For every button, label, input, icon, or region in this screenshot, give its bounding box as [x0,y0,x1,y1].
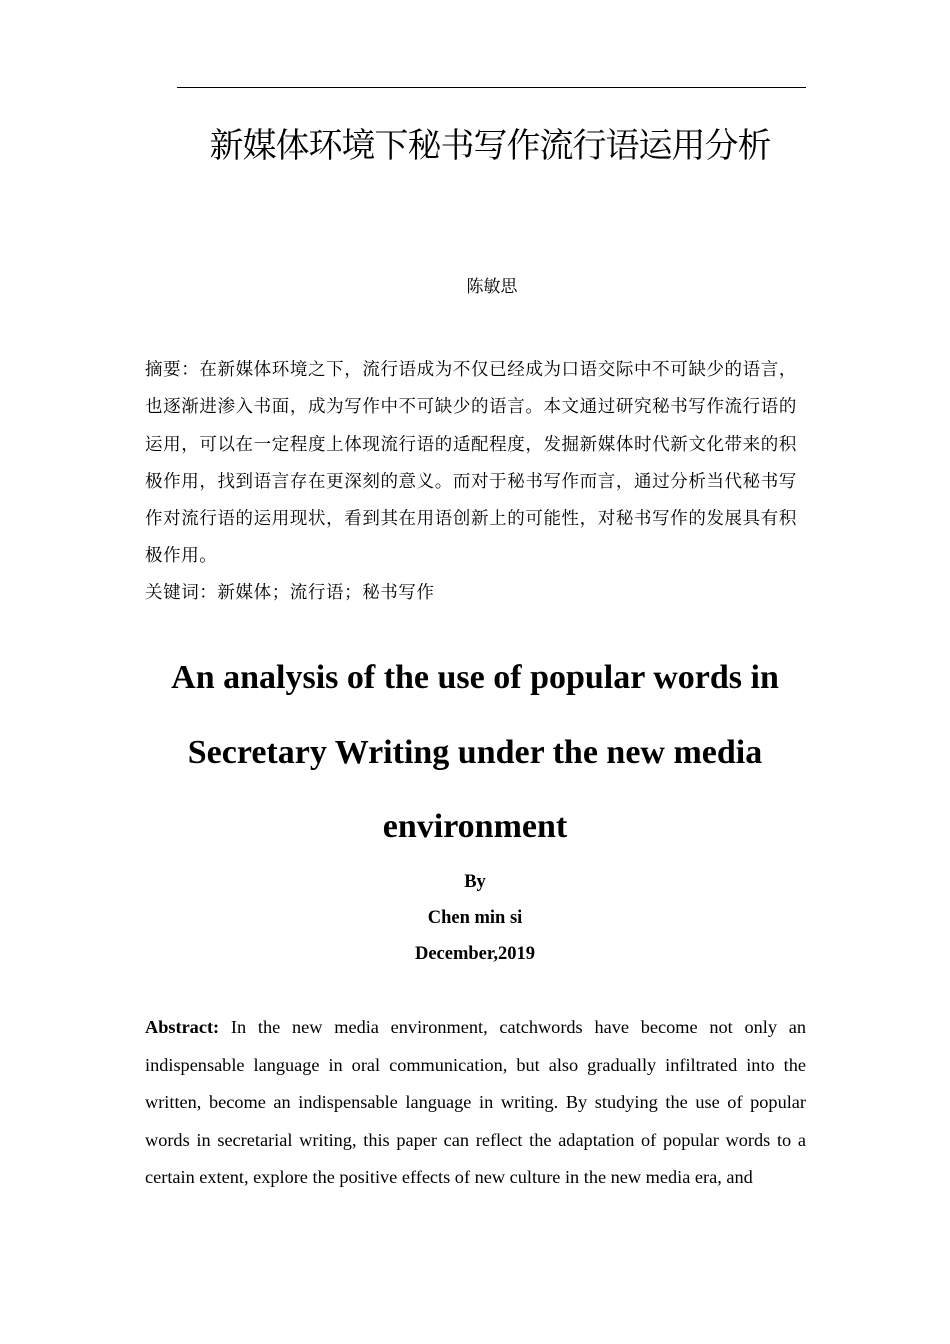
chinese-keywords-text: 新媒体；流行语；秘书写作 [217,583,435,603]
english-author: Chen min si [427,908,523,928]
chinese-abstract-label: 摘要： [145,360,200,380]
chinese-keywords [145,575,797,612]
chinese-author: 陈敏思 [466,277,518,297]
english-abstract-text: In the new media environment, catchwords have become not only an indispensable language in oral communication, but also gradually infiltrated into the written, become an indispensable language in writing. By studying the use of popular words in secretarial writing, this paper can reflect the adaptation of popular words to a certain extent, explore the positive effects of new culture in the new media era, and [145,1017,806,1187]
english-date: December,2019 [414,944,536,964]
english-abstract [145,1009,806,1197]
chinese-abstract-text: 在新媒体环境之下，流行语成为不仅已经成为口语交际中不可缺少的语言，也逐渐进渗入书面，成为写作中不可缺少的语言。本文通过研究秘书写作流行语的运用，可以在一定程度上体现流行语的适配程度，发掘新媒体时代新文化带来的积极作用，找到语言存在更深刻的意义。而对于秘书写作而言，通过分析当代秘书写作对流行语的运用现状，看到其在用语创新上的可能性，对秘书写作的发展具有积极作用。 [145,360,797,567]
english-by-line: By [464,872,486,892]
header-rule [177,87,806,88]
english-title: An analysis of the use of popular words in Secretary Writing under the new media environment [171,659,779,845]
chinese-keywords-label: 关键词： [145,583,218,603]
english-abstract-label: Abstract: [145,1017,220,1037]
chinese-title: 新媒体环境下秘书写作流行语运用分析 [209,126,771,166]
chinese-abstract [145,352,797,576]
